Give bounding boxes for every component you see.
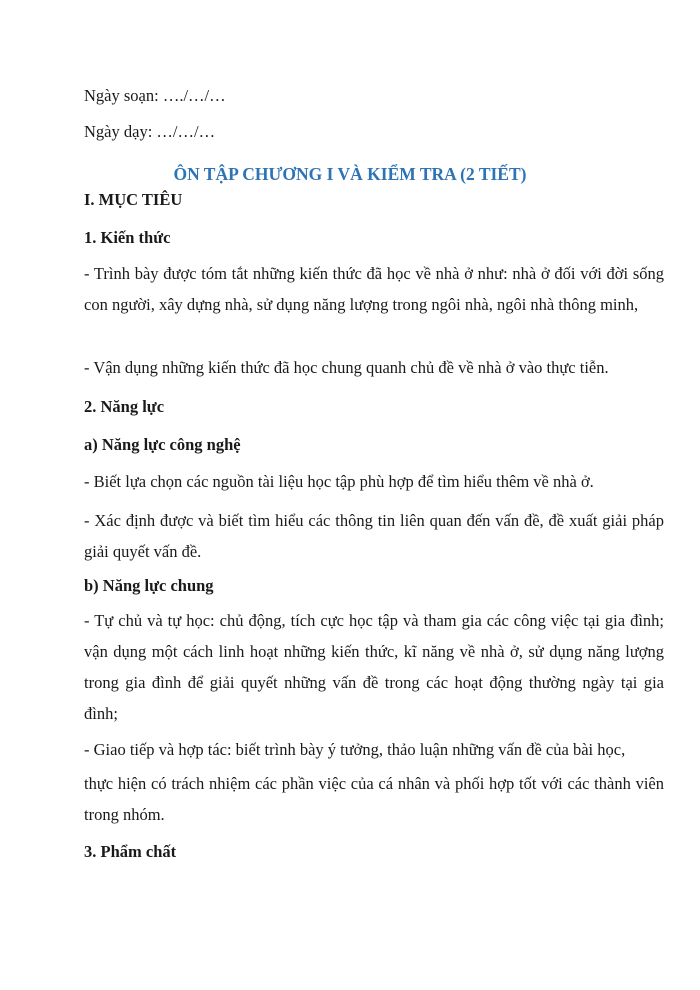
knowledge-paragraph-1: - Trình bày được tóm tắt những kiến thức đã học về nhà ở như: nhà ở đối với đời sống con người, xây dựng nhà, sử dụng năng lượng trong ngôi nhà, ngôi nhà thông minh, bbox=[84, 264, 664, 314]
prep-date: Ngày soạn: …./…/… bbox=[84, 86, 226, 105]
general-competence-heading: b) Năng lực chung bbox=[84, 576, 214, 595]
section-objectives-heading: I. MỤC TIÊU bbox=[84, 190, 183, 209]
general-competence-paragraph-3: thực hiện có trách nhiệm các phần việc của cá nhân và phối hợp tốt với các thành viên trong nhóm. bbox=[84, 774, 664, 824]
knowledge-paragraph-2: - Vận dụng những kiến thức đã học chung quanh chủ đề về nhà ở vào thực tiễn. bbox=[84, 358, 609, 377]
lesson-title: ÔN TẬP CHƯƠNG I VÀ KIỂM TRA (2 TIẾT) bbox=[173, 164, 527, 184]
general-competence-paragraph-2: - Giao tiếp và hợp tác: biết trình bày ý tưởng, thảo luận những vấn đề của bài học, bbox=[84, 740, 626, 759]
competence-heading: 2. Năng lực bbox=[84, 397, 165, 416]
tech-competence-paragraph-2: - Xác định được và biết tìm hiểu các thông tin liên quan đến vấn đề, đề xuất giải pháp giải quyết vấn đề. bbox=[84, 511, 664, 561]
tech-competence-heading: a) Năng lực công nghệ bbox=[84, 435, 241, 454]
tech-competence-paragraph-1: - Biết lựa chọn các nguồn tài liệu học tập phù hợp để tìm hiểu thêm về nhà ở. bbox=[84, 472, 594, 491]
qualities-heading: 3. Phẩm chất bbox=[84, 842, 177, 861]
knowledge-heading: 1. Kiến thức bbox=[84, 228, 171, 247]
teach-date: Ngày dạy: …/…/… bbox=[84, 122, 216, 141]
general-competence-paragraph-1: - Tự chủ và tự học: chủ động, tích cực học tập và tham gia các công việc tại gia đình; vận dụng một cách linh hoạt những kiến thức, kĩ năng về nhà ở, sử dụng năng lượng trong gia đình để giải quyết những vấn đề trong các hoạt động thường ngày tại gia đình; bbox=[84, 611, 664, 723]
